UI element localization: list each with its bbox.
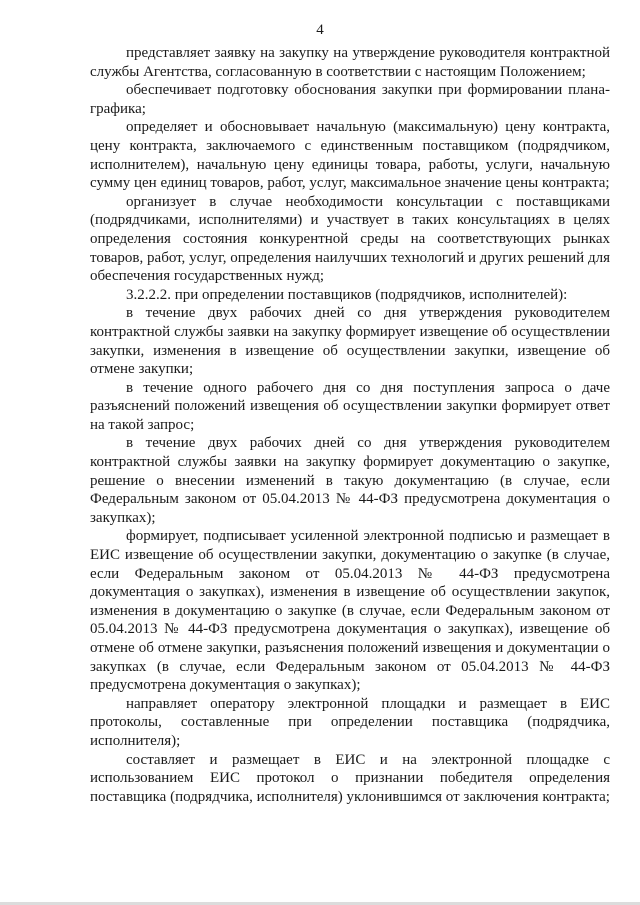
section-heading-3-2-2-2: 3.2.2.2. при определении поставщиков (подрядчиков, исполнителей):	[126, 286, 568, 303]
paragraph: в течение двух рабочих дней со дня утверждения руководителем контрактной службы заявки на закупку формирует документацию о закупке, решение о внесении изменений в такую документацию (в случае, если Федеральным законом от 05.04.2013 № 44-ФЗ предусмотрена документация о закупках);	[90, 435, 610, 526]
paragraph: составляет и размещает в ЕИС и на электронной площадке с использованием ЕИС протокол о признании победителя определения поставщика (подрядчика, исполнителя) уклонившимся от заключения контракта;	[90, 751, 610, 805]
paragraph: направляет оператору электронной площадки и размещает в ЕИС протоколы, составленные при определении поставщика (подрядчика, исполнителя);	[90, 695, 610, 749]
paragraph: представляет заявку на закупку на утверждение руководителя контрактной службы Агентства, согласованную в соответствии с настоящим Положением;	[90, 45, 610, 80]
paragraph: формирует, подписывает усиленной электронной подписью и размещает в ЕИС извещение об осуществлении закупки, документацию о закупке (в случае, если Федеральным законом от 05.04.2013 № 44-ФЗ предусмотрена документация о закупках), изменения в извещение об осуществлении закупок, изменения в документацию о закупке (в случае, если Федеральным законом от 05.04.2013 № 44-ФЗ предусмотрена документация о закупках), извещение об отмене об отмене закупки, разъяснения положений извещения и документации о закупках (в случае, если Федеральным законом от 05.04.2013 № 44-ФЗ предусмотрена документация о закупках);	[90, 528, 610, 694]
paragraph: определяет и обосновывает начальную (максимальную) цену контракта, цену контракта, заключаемого с единственным поставщиком (подрядчиком, исполнителем), начальную цену единицы товара, работы, услуги, начальную сумму цен единиц товаров, работ, услуг, максимальное значение цены контракта;	[90, 119, 610, 192]
paragraph: в течение двух рабочих дней со дня утверждения руководителем контрактной службы заявки на закупку формирует извещение об осуществлении закупки, изменения в извещение об осуществлении закупки, извещение об отмене закупки;	[90, 305, 610, 378]
document-body	[90, 44, 610, 806]
paragraph: обеспечивает подготовку обоснования закупки при формировании плана-графика;	[90, 82, 610, 117]
page-number: 4	[316, 22, 324, 38]
paragraph: в течение одного рабочего дня со дня поступления запроса о даче разъяснений положений извещения об осуществлении закупки формирует ответ на такой запрос;	[90, 379, 610, 433]
paragraph: организует в случае необходимости консультации с поставщиками (подрядчиками, исполнителями) и участвует в таких консультациях в целях определения состояния конкурентной среды на соответствующих рынках товаров, работ, услуг, определения наилучших технологий и других решений для обеспечения государственных нужд;	[90, 193, 610, 285]
